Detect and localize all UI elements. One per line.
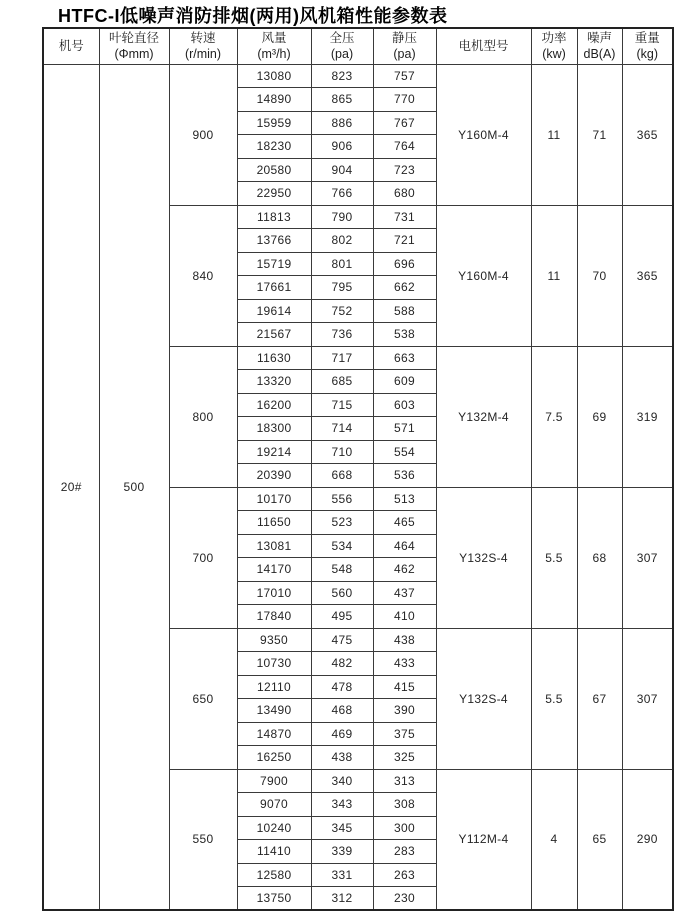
static-pressure-cell: 609	[373, 370, 436, 394]
total-pressure-cell: 482	[311, 652, 373, 676]
noise-cell: 71	[577, 64, 622, 205]
noise-cell: 68	[577, 487, 622, 628]
airflow-cell: 11813	[237, 205, 311, 229]
total-pressure-cell: 886	[311, 111, 373, 135]
static-pressure-cell: 770	[373, 88, 436, 112]
col-header-power	[531, 28, 577, 64]
airflow-cell: 15959	[237, 111, 311, 135]
col-header-speed	[169, 28, 237, 64]
static-pressure-cell: 554	[373, 440, 436, 464]
total-pressure-cell: 343	[311, 793, 373, 817]
static-pressure-cell: 263	[373, 863, 436, 887]
total-pressure-cell: 438	[311, 746, 373, 770]
header-label: 机号	[58, 39, 84, 54]
power-cell: 5.5	[531, 628, 577, 769]
static-pressure-cell: 462	[373, 558, 436, 582]
airflow-cell: 18230	[237, 135, 311, 159]
fan-performance-table	[42, 27, 674, 911]
airflow-cell: 14170	[237, 558, 311, 582]
speed-cell: 900	[169, 64, 237, 205]
speed-cell: 650	[169, 628, 237, 769]
header-unit: (kw)	[542, 47, 566, 62]
static-pressure-cell: 513	[373, 487, 436, 511]
airflow-cell: 14890	[237, 88, 311, 112]
static-pressure-cell: 767	[373, 111, 436, 135]
header-label: 功率	[541, 31, 567, 45]
total-pressure-cell: 560	[311, 581, 373, 605]
static-pressure-cell: 390	[373, 699, 436, 723]
static-pressure-cell: 438	[373, 628, 436, 652]
col-header-noise	[577, 28, 622, 64]
header-unit: (kg)	[636, 47, 659, 62]
total-pressure-cell: 802	[311, 229, 373, 253]
airflow-cell: 11410	[237, 840, 311, 864]
static-pressure-cell: 433	[373, 652, 436, 676]
header-unit: (pa)	[330, 47, 354, 62]
motor-model-cell: Y132S-4	[436, 628, 531, 769]
airflow-cell: 12110	[237, 675, 311, 699]
airflow-cell: 20580	[237, 158, 311, 182]
total-pressure-cell: 340	[311, 769, 373, 793]
airflow-cell: 10170	[237, 487, 311, 511]
impeller-diameter-cell: 500	[99, 64, 169, 910]
static-pressure-cell: 308	[373, 793, 436, 817]
static-pressure-cell: 283	[373, 840, 436, 864]
total-pressure-cell: 906	[311, 135, 373, 159]
header-unit: (r/min)	[184, 47, 222, 62]
static-pressure-cell: 723	[373, 158, 436, 182]
total-pressure-cell: 523	[311, 511, 373, 535]
airflow-cell: 9350	[237, 628, 311, 652]
static-pressure-cell: 230	[373, 887, 436, 911]
airflow-cell: 17661	[237, 276, 311, 300]
total-pressure-cell: 766	[311, 182, 373, 206]
header-row	[43, 28, 673, 64]
noise-cell: 69	[577, 346, 622, 487]
static-pressure-cell: 571	[373, 417, 436, 441]
header-label: 全压	[329, 31, 355, 45]
total-pressure-cell: 312	[311, 887, 373, 911]
motor-model-cell: Y132S-4	[436, 487, 531, 628]
total-pressure-cell: 475	[311, 628, 373, 652]
static-pressure-cell: 313	[373, 769, 436, 793]
motor-model-cell: Y160M-4	[436, 205, 531, 346]
power-cell: 11	[531, 205, 577, 346]
static-pressure-cell: 603	[373, 393, 436, 417]
col-header-weight	[622, 28, 673, 64]
airflow-cell: 10240	[237, 816, 311, 840]
weight-cell: 307	[622, 628, 673, 769]
airflow-cell: 17010	[237, 581, 311, 605]
airflow-cell: 19214	[237, 440, 311, 464]
weight-cell: 319	[622, 346, 673, 487]
static-pressure-cell: 410	[373, 605, 436, 629]
noise-cell: 65	[577, 769, 622, 910]
total-pressure-cell: 495	[311, 605, 373, 629]
total-pressure-cell: 715	[311, 393, 373, 417]
static-pressure-cell: 464	[373, 534, 436, 558]
motor-model-cell: Y132M-4	[436, 346, 531, 487]
airflow-cell: 13081	[237, 534, 311, 558]
total-pressure-cell: 710	[311, 440, 373, 464]
airflow-cell: 18300	[237, 417, 311, 441]
total-pressure-cell: 548	[311, 558, 373, 582]
static-pressure-cell: 696	[373, 252, 436, 276]
col-header-motor-model	[436, 28, 531, 64]
header-label: 风量	[261, 31, 287, 45]
static-pressure-cell: 536	[373, 464, 436, 488]
static-pressure-cell: 538	[373, 323, 436, 347]
airflow-cell: 13320	[237, 370, 311, 394]
total-pressure-cell: 736	[311, 323, 373, 347]
total-pressure-cell: 790	[311, 205, 373, 229]
static-pressure-cell: 680	[373, 182, 436, 206]
total-pressure-cell: 468	[311, 699, 373, 723]
header-unit: dB(A)	[583, 47, 616, 62]
airflow-cell: 16250	[237, 746, 311, 770]
header-label: 噪声	[586, 31, 612, 45]
total-pressure-cell: 685	[311, 370, 373, 394]
static-pressure-cell: 437	[373, 581, 436, 605]
total-pressure-cell: 478	[311, 675, 373, 699]
power-cell: 4	[531, 769, 577, 910]
static-pressure-cell: 764	[373, 135, 436, 159]
airflow-cell: 13766	[237, 229, 311, 253]
total-pressure-cell: 904	[311, 158, 373, 182]
table-body	[43, 64, 673, 910]
power-cell: 5.5	[531, 487, 577, 628]
airflow-cell: 19614	[237, 299, 311, 323]
header-label: 重量	[634, 31, 660, 45]
airflow-cell: 16200	[237, 393, 311, 417]
col-header-impeller-diameter	[99, 28, 169, 64]
airflow-cell: 10730	[237, 652, 311, 676]
speed-cell: 700	[169, 487, 237, 628]
static-pressure-cell: 300	[373, 816, 436, 840]
motor-model-cell: Y160M-4	[436, 64, 531, 205]
total-pressure-cell: 534	[311, 534, 373, 558]
static-pressure-cell: 375	[373, 722, 436, 746]
speed-cell: 800	[169, 346, 237, 487]
weight-cell: 365	[622, 64, 673, 205]
airflow-cell: 11630	[237, 346, 311, 370]
static-pressure-cell: 325	[373, 746, 436, 770]
total-pressure-cell: 339	[311, 840, 373, 864]
total-pressure-cell: 469	[311, 722, 373, 746]
total-pressure-cell: 823	[311, 64, 373, 88]
total-pressure-cell: 865	[311, 88, 373, 112]
airflow-cell: 17840	[237, 605, 311, 629]
total-pressure-cell: 801	[311, 252, 373, 276]
weight-cell: 307	[622, 487, 673, 628]
noise-cell: 70	[577, 205, 622, 346]
col-header-static-pressure	[373, 28, 436, 64]
static-pressure-cell: 415	[373, 675, 436, 699]
table-row	[43, 64, 673, 88]
header-unit: (pa)	[393, 47, 416, 62]
airflow-cell: 15719	[237, 252, 311, 276]
page-title: HTFC-I低噪声消防排烟(两用)风机箱性能参数表	[58, 6, 448, 26]
total-pressure-cell: 556	[311, 487, 373, 511]
header-label: 叶轮直径	[108, 31, 159, 45]
airflow-cell: 13490	[237, 699, 311, 723]
airflow-cell: 11650	[237, 511, 311, 535]
speed-cell: 840	[169, 205, 237, 346]
total-pressure-cell: 795	[311, 276, 373, 300]
header-label: 转速	[190, 31, 216, 45]
table-header	[43, 28, 673, 64]
airflow-cell: 13080	[237, 64, 311, 88]
header-label: 电机型号	[458, 39, 509, 54]
total-pressure-cell: 717	[311, 346, 373, 370]
airflow-cell: 7900	[237, 769, 311, 793]
total-pressure-cell: 345	[311, 816, 373, 840]
col-header-total-pressure	[311, 28, 373, 64]
airflow-cell: 14870	[237, 722, 311, 746]
weight-cell: 365	[622, 205, 673, 346]
airflow-cell: 13750	[237, 887, 311, 911]
static-pressure-cell: 721	[373, 229, 436, 253]
motor-model-cell: Y112M-4	[436, 769, 531, 910]
header-unit: (m³/h)	[257, 47, 291, 62]
power-cell: 7.5	[531, 346, 577, 487]
static-pressure-cell: 465	[373, 511, 436, 535]
col-header-machine-no	[43, 28, 99, 64]
total-pressure-cell: 331	[311, 863, 373, 887]
total-pressure-cell: 668	[311, 464, 373, 488]
col-header-airflow	[237, 28, 311, 64]
speed-cell: 550	[169, 769, 237, 910]
airflow-cell: 21567	[237, 323, 311, 347]
static-pressure-cell: 588	[373, 299, 436, 323]
airflow-cell: 12580	[237, 863, 311, 887]
total-pressure-cell: 752	[311, 299, 373, 323]
total-pressure-cell: 714	[311, 417, 373, 441]
airflow-cell: 20390	[237, 464, 311, 488]
header-unit: (Φmm)	[114, 47, 154, 62]
airflow-cell: 22950	[237, 182, 311, 206]
header-label: 静压	[391, 31, 417, 45]
airflow-cell: 9070	[237, 793, 311, 817]
machine-no-cell: 20#	[43, 64, 99, 910]
static-pressure-cell: 731	[373, 205, 436, 229]
static-pressure-cell: 662	[373, 276, 436, 300]
weight-cell: 290	[622, 769, 673, 910]
static-pressure-cell: 663	[373, 346, 436, 370]
power-cell: 11	[531, 64, 577, 205]
static-pressure-cell: 757	[373, 64, 436, 88]
noise-cell: 67	[577, 628, 622, 769]
